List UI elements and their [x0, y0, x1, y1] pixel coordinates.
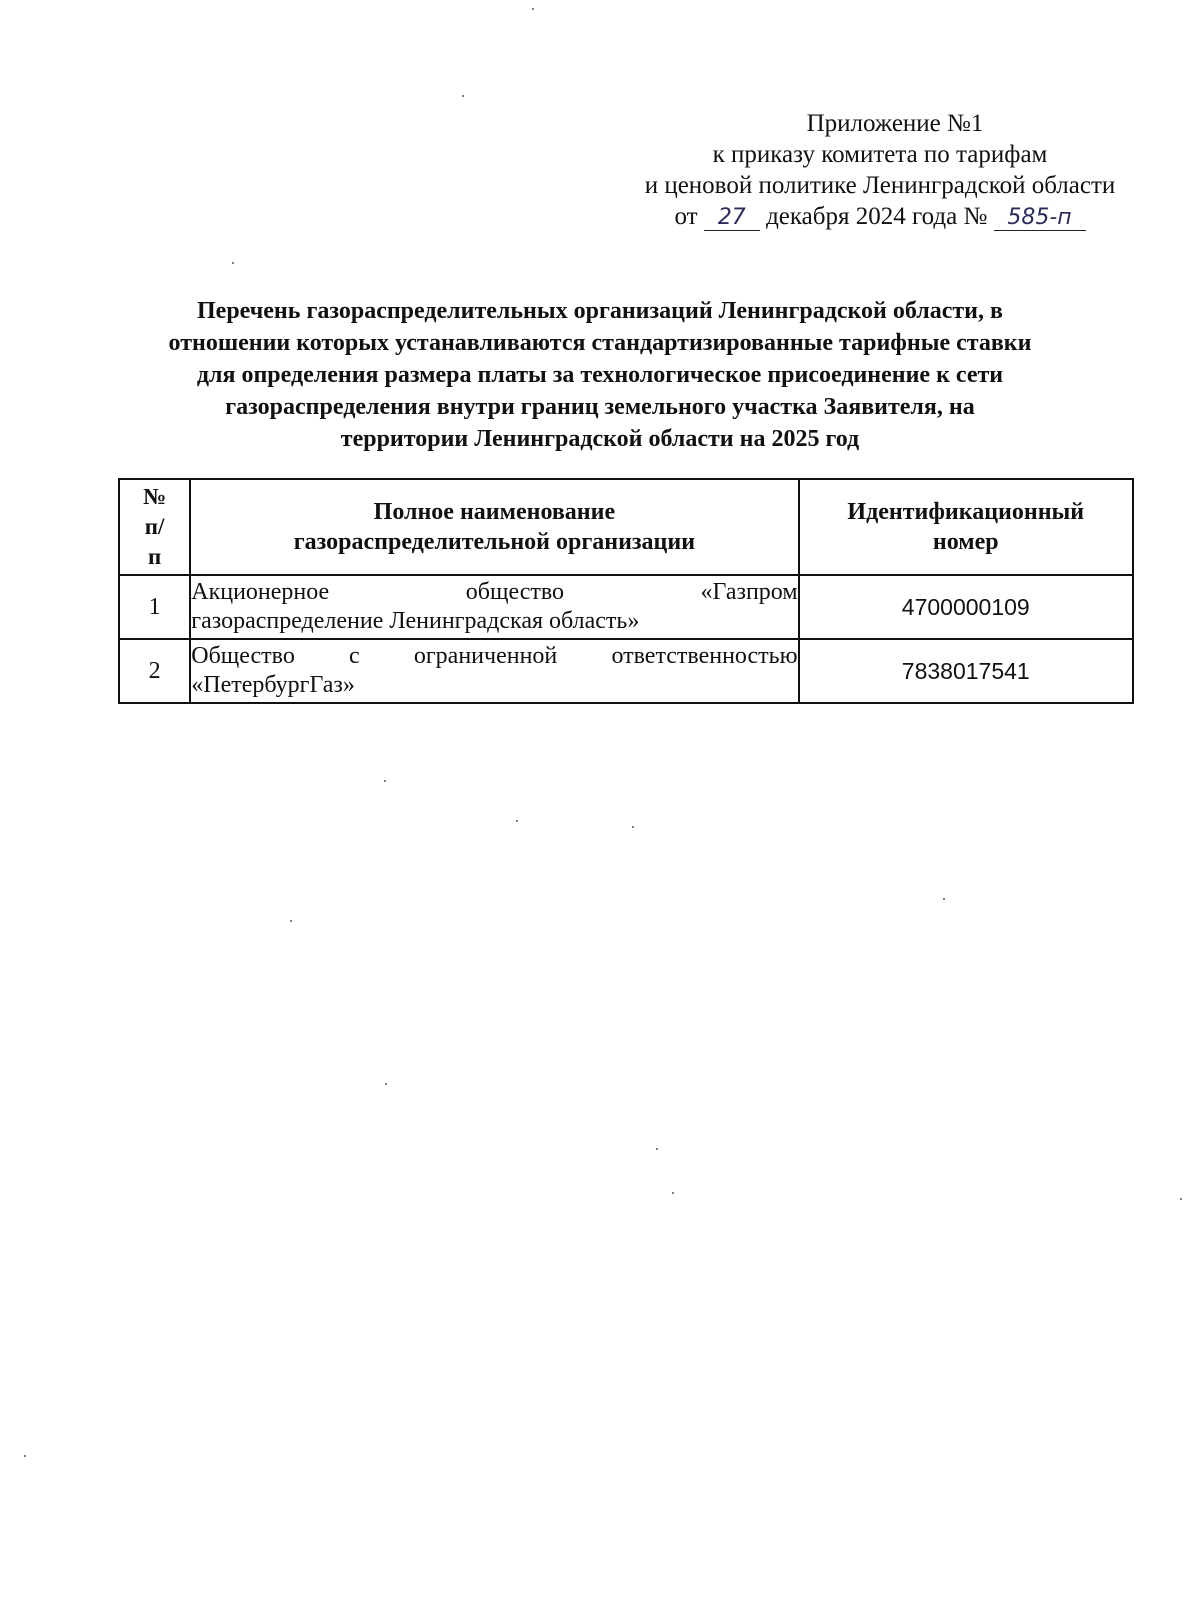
appendix-title: Приложение №1	[806, 110, 984, 137]
appendix-date-line	[600, 201, 1160, 232]
header-org-name-line: Полное наименование	[373, 499, 616, 525]
scan-speck	[385, 1083, 387, 1085]
appendix-committee: и ценовой политике Ленинградской области	[644, 172, 1116, 199]
header-id-line: Идентификационный	[847, 499, 1085, 525]
document-heading	[100, 295, 1100, 455]
org-id-cell: 4700000109	[799, 575, 1133, 639]
handwritten-date-day: 27	[704, 206, 760, 231]
scan-speck	[672, 1192, 674, 1194]
scan-speck	[1180, 1198, 1182, 1200]
header-number	[119, 479, 190, 575]
header-number-line: п/	[144, 514, 165, 539]
heading-line: территории Ленинградской области на 2025 год	[340, 426, 860, 452]
org-name-cell	[190, 575, 798, 639]
scan-speck	[290, 920, 292, 922]
scan-speck	[943, 898, 945, 900]
header-number-line: №	[143, 484, 167, 509]
header-org-name-line: газораспределительной организации	[293, 529, 696, 555]
header-id-number	[799, 479, 1133, 575]
org-name-line: Общество с ограниченной ответственностью	[191, 643, 798, 669]
header-id-line: номер	[932, 529, 999, 555]
table-row	[119, 639, 1133, 703]
appendix-order-ref: к приказу комитета по тарифам	[712, 141, 1048, 168]
heading-line: отношении которых устанавливаются стандартизированные тарифные ставки	[168, 330, 1032, 356]
row-number: 1	[119, 575, 190, 639]
scan-speck	[656, 1148, 658, 1150]
org-name-line: «ПетербургГаз»	[191, 672, 355, 698]
heading-line: для определения размера платы за технологическое присоединение к сети	[196, 362, 1004, 388]
handwritten-order-number: 585-п	[994, 206, 1086, 231]
org-id-cell: 7838017541	[799, 639, 1133, 703]
heading-line: Перечень газораспределительных организаций Ленинградской области, в	[197, 298, 1003, 324]
scan-speck	[462, 95, 464, 97]
table-header-row	[119, 479, 1133, 575]
date-middle: декабря 2024 года №	[766, 203, 988, 230]
scan-speck	[24, 1455, 26, 1457]
table-row	[119, 575, 1133, 639]
row-number: 2	[119, 639, 190, 703]
header-number-line: п	[147, 544, 162, 569]
header-org-name	[190, 479, 798, 575]
heading-line: газораспределения внутри границ земельного участка Заявителя, на	[225, 394, 975, 420]
scan-speck	[516, 820, 518, 822]
org-name-line: Акционерное общество «Газпром	[191, 579, 798, 605]
organizations-table	[118, 478, 1134, 704]
date-prefix: от	[674, 203, 698, 230]
scan-speck	[632, 826, 634, 828]
scan-speck	[532, 8, 534, 10]
org-name-cell	[190, 639, 798, 703]
scan-speck	[384, 780, 386, 782]
org-name-line: газораспределение Ленинградская область»	[191, 608, 640, 634]
scan-speck	[232, 262, 234, 264]
appendix-header	[600, 108, 1160, 232]
